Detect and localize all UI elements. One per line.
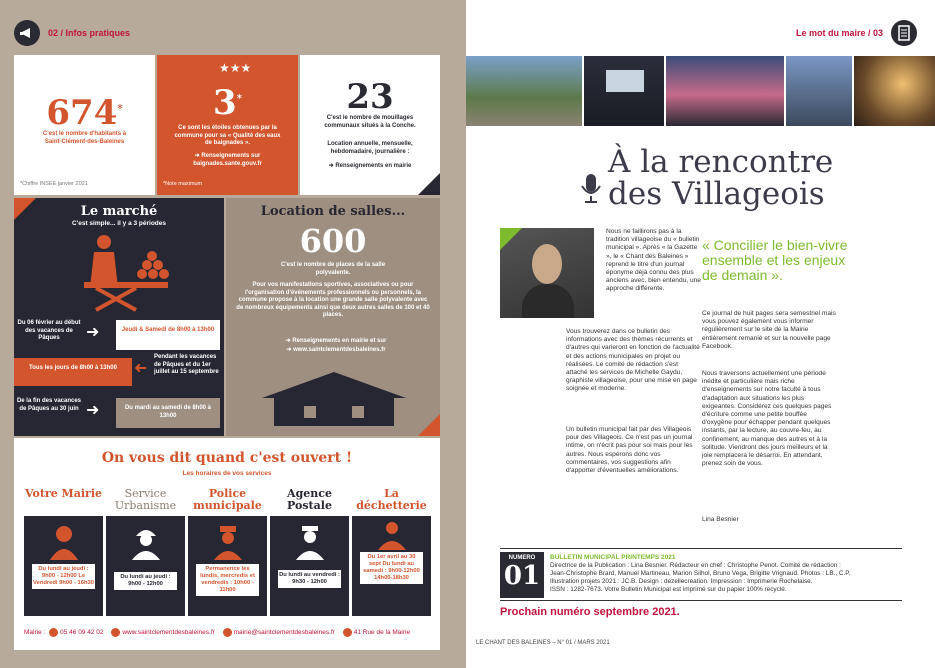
stat-number: 674* [46,93,123,133]
market-hours-2: Tous les jours de 8h00 à 13h00 [14,358,132,386]
market-hours-3: Du mardi au samedi de 8h00 à 13h00 [116,398,220,428]
page-footer: LE CHANT DES BALEINES – N° 01 / MARS 2021 [476,640,610,646]
photo-night-crowd [666,56,784,126]
masthead-line-3: Illustration projets 2021 : JC.B. Design : dezellecreation. Impression : Imprimerie Rochelaise. [550,578,813,585]
footer-mail[interactable]: mairie@saintclementdesbaleines.fr [233,629,335,637]
stat-number: 23 [346,77,394,117]
mayor-face [532,244,562,284]
rental-text: C'est le nombre de places de la salle polyvalente. [280,262,386,276]
arrow-left-icon: ➜ [134,360,148,377]
service-mairie-panel [24,516,103,616]
section-title: Le mot du maire [795,28,866,38]
stat-extra: Location annuelle, mensuelle, hebdomadaire, journalière : [327,141,413,155]
mayor-body [522,284,574,318]
document-icon [891,20,917,46]
divider [500,548,902,549]
hardhat-worker-icon [130,524,162,560]
contact-footer [24,628,410,637]
stat-link[interactable]: ➜ Renseignements en mairie [328,163,412,169]
bulletin-title: BULLETIN MUNICIPAL PRINTEMPS 2021 [550,554,676,561]
stat-note: *Chiffre INSEE janvier 2021 [20,181,88,187]
service-agence-postale-name: Agence Postale [287,487,332,512]
market-period-3: De la fin des vacances de Pâques au 30 juin [16,398,82,412]
market-hours-1: Jeudi & Samedi de 8h00 à 13h00 [116,320,220,350]
location-icon [343,628,352,637]
photo-screening [584,56,664,126]
article-paragraph-1: Vous trouverez dans ce bulletin des informations avec des thèmes récurrents et d'autres qui varieront en fonction de l'actualité et des actions municipales en projet ou réalisées. Le comité de rédaction s'est attaché les services de Michelle Gaydu, graphiste villageoise, pour une mise en page soignée et moderne. [566,328,700,393]
section-number: 02 [48,28,59,38]
service-poste-hours: Du lundi au vendredi : 9h30 - 12h00 [278,570,341,588]
service-dechetterie-hours: Du 1er avril au 30 sept Du lundi au samedi : 9h00-12h00 14h00-18h30 [360,552,423,584]
photo-village-event [466,56,582,126]
footer-address: 41 Rue de la Mairie [353,629,411,637]
market-vendor-icon [76,232,176,312]
service-police-hours: Permanence les lundis, mercredis et vendredis : 10h00 - 11h00 [196,564,259,596]
corner-decoration [418,173,440,195]
hours-title: On vous dit quand c'est ouvert ! [101,450,353,466]
masthead-line-4: ISSN : 1282-7673. Votre Bulletin Municipal est imprimé sur du papier 100% recyclé. [550,586,787,593]
left-page [0,0,466,668]
divider [500,600,902,601]
article-paragraph-3: Ce journal de huit pages sera semestriel mais vous pouvez également vous informer régulièrement sur le site de la Mairie entièrement remanié et sur la nouvelle page Facebook. [702,310,836,350]
masthead-line-2: Jean-Christophe Brard, Manuel Martineau, Marion Silhol, Bruno Vega, Brigitte Vrignaud. Photos : LB., C.P. [550,570,851,577]
article-quote: « Concilier le bien-vivre ensemble et les enjeux de demain ». [702,237,848,283]
market-period-2: Pendant les vacances de Pâques et du 1er juillet au 15 septembre [154,354,219,375]
article-paragraph-2: Un bulletin municipal fait par des Villageois pour des Villageois. Ce n'est pas un journal intime, on n'écrit pas pour soi mais pour les autres. Nous espérons donc vos commentaires, vos suggestions afin d'apporter d'éventuelles améliorations. [566,426,693,475]
section-header: Le mot du maire / 03 [795,28,883,38]
hours-subtitle: Les horaires de vos services [182,470,272,477]
mail-icon [223,628,232,637]
postman-icon [294,524,326,560]
person-icon [48,524,80,560]
megaphone-icon [14,20,40,46]
service-urbanisme-hours: Du lundi au jeudi : 9h00 - 12h00 [114,572,177,590]
service-dechetterie-panel [352,516,431,616]
rental-link-1[interactable]: ➜ Renseignements en mairie et sur [285,338,387,344]
service-dechetterie-name: La déchetterie [356,487,427,512]
rental-title: Location de salles... [260,204,406,219]
footer-phone[interactable]: 05 46 09 42 02 [60,629,104,637]
service-poste-panel [270,516,349,616]
web-icon [111,628,120,637]
arrow-right-icon: ➜ [86,402,100,419]
rental-description: Pour vos manifestations sportives, associatives ou pour l'organisation d'événements professionnels ou personnels, la commune propose à la location une grande salle polyvalente avec de nombreux équipements ainsi que deux autres salles de 100 et 40 places. [236,282,430,318]
footer-web[interactable]: www.saintclementdesbaleines.fr [122,629,215,637]
section-number: 03 [872,28,883,38]
arrow-right-icon: ➜ [86,324,100,341]
rental-number: 600 [299,222,367,260]
section-header: 02 / Infos pratiques [48,28,131,38]
issue-number-box [500,552,544,598]
corner-decoration [500,228,522,250]
stat-box-moorings [300,55,440,195]
phone-icon [49,628,58,637]
service-police-name: Police municipale [193,487,262,512]
right-page [466,0,935,668]
stars-icon: ★★★ [219,61,252,75]
corner-decoration [418,414,440,436]
market-panel [14,198,224,436]
article-intro: Nous ne faillirons pas à la tradition villageoise du « bulletin municipal ». Après « la Gazette », le « Chant des Baleines » reprend le titre d'un journal éponyme déjà connu des plus anciens avec, bien entendu, une approche différente. [606,228,701,293]
mayor-photo [500,228,594,318]
stat-text: Ce sont les étoiles obtenues par la commune pour sa « Qualité des eaux de baignades ». [174,125,281,146]
service-urbanisme-panel [106,516,185,616]
service-mairie-name: Votre Mairie [24,487,103,500]
article-title-line1: À la rencontre [608,144,834,180]
issue-number: 01 [503,561,541,591]
stat-note: *Note maximum [163,181,203,187]
room-rental-panel [226,198,440,436]
recycling-worker-icon [376,520,408,550]
service-police-panel [188,516,267,616]
photo-sunset [854,56,935,126]
market-period-1: Du 06 février au début des vacances de Pâques [17,320,81,341]
service-mairie-hours: Du lundi au jeudi : 9h00 - 12h00 Le Vendredi 9h00 - 16h30 [32,564,95,589]
issue-label: NUMERO [508,555,536,561]
stat-box-population [14,55,155,195]
section-title: Infos pratiques [65,28,131,38]
stat-box-stars [157,55,298,195]
stat-link[interactable]: ➜ Renseignements sur baignades.sante.gouv.fr [193,153,262,167]
microphone-icon [580,172,602,209]
rental-link-2[interactable]: ➜ www.saintclementdesbaleines.fr [286,347,386,353]
footer-label: Mairie : [24,629,46,637]
stat-text: C'est le nombre d'habitants à Saint-Clément-des-Baleines [42,131,127,145]
market-title: Le marché [80,204,158,219]
photo-evening-sky [786,56,852,126]
photo-screen [606,70,644,92]
stat-number: 3* [213,83,242,123]
police-officer-icon [212,524,244,560]
stat-text: C'est le nombre de mouillages communaux situés à la Conche. [324,115,416,129]
hall-building-icon [254,368,414,430]
next-issue: Prochain numéro septembre 2021. [500,606,680,618]
signature: Lina Besnier [702,516,739,523]
article-paragraph-4: Nous traversons actuellement une période inédite et particulière mais riche d'enseignements sur notre faculté à tous d'adaptation aux situations les plus exigeantes. Considérez ces quelques pages d'écriture comme une petite bouffée d'oxygène pour échapper pendant quelques instants, par la lecture, au couvre-feu, au confinement, au manque des autres et à la solitude. Viendront des jours meilleurs et la joie remplacera le désarroi. En attendant, prenez soin de vous. [702,370,832,468]
masthead-line-1: Directrice de la Publication : Lina Besnier. Rédacteur en chef : Christophe Penot. Comité de rédaction : [550,562,841,569]
service-urbanisme-name: Service Urbanisme [114,487,177,512]
article-title-line2: des Villageois [608,176,825,212]
market-subtitle: C'est simple... il y a 3 périodes [71,220,167,227]
